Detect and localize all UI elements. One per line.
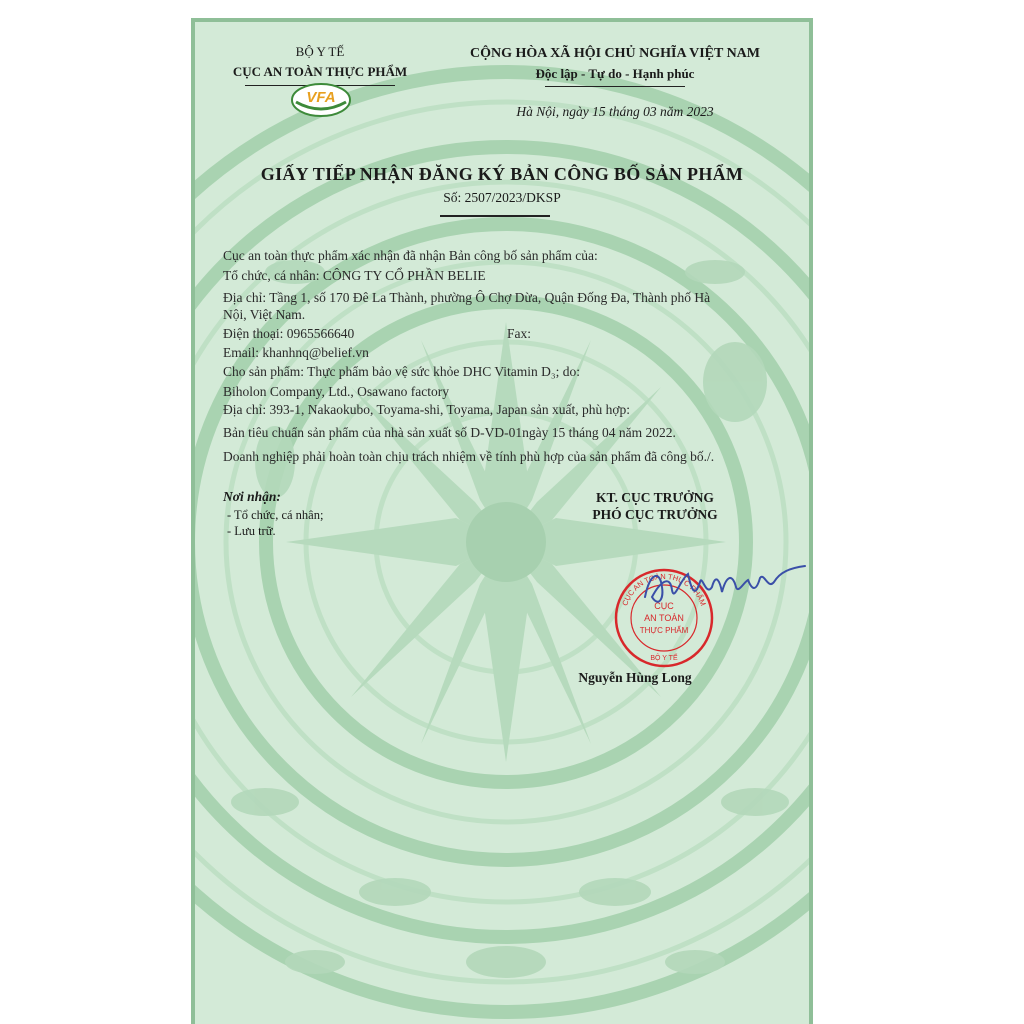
intro-line: Cục an toàn thực phẩm xác nhận đã nhận Bản công bố sản phẩm của: (223, 248, 598, 263)
product-line: Cho sản phẩm: Thực phẩm bảo vệ sức khỏe DHC Vitamin D₃; do: (223, 364, 580, 379)
document-number: Số: 2507/2023/DKSP (443, 190, 561, 205)
signatory-name: Nguyễn Hùng Long (578, 670, 692, 685)
number-underline (440, 215, 550, 217)
recipient-item: - Lưu trữ. (227, 524, 276, 538)
responsibility-line: Doanh nghiệp phải hoàn toàn chịu trách nhiệm về tính phù hợp của sản phẩm đã công bố./. (223, 449, 715, 464)
place-date: Hà Nội, ngày 15 tháng 03 năm 2023 (516, 104, 714, 119)
recipients-label: Nơi nhận: (223, 489, 281, 504)
document-title: GIẤY TIẾP NHẬN ĐĂNG KÝ BẢN CÔNG BỐ SẢN PHẨM (260, 164, 744, 184)
stamp-center-line-2: AN TOÀN (644, 613, 684, 623)
signatory-title-2: PHÓ CỤC TRƯỞNG (592, 507, 718, 522)
handwritten-signature (640, 552, 810, 612)
standard-line: Bản tiêu chuẩn sản phẩm của nhà sản xuất số D-VD-01ngày 15 tháng 04 năm 2022. (223, 425, 676, 440)
manufacturer-address-line: Địa chỉ: 393-1, Nakaokubo, Toyama-shi, Toyama, Japan sản xuất, phù hợp: (223, 402, 631, 417)
signatory-title-1: KT. CỤC TRƯỞNG (596, 490, 714, 505)
email-line: Email: khanhnq@belief.vn (223, 345, 369, 360)
motto-underline (545, 86, 685, 87)
department-name: CỤC AN TOÀN THỰC PHẨM (232, 64, 408, 79)
national-motto: Độc lập - Tự do - Hạnh phúc (535, 66, 695, 81)
stamp-bottom-text: BỘ Y TẾ (650, 655, 678, 662)
stamp-ring-text: CỤC AN TOÀN THỰC PHẨM (620, 571, 708, 608)
recipient-item: - Tổ chức, cá nhân; (227, 508, 324, 522)
document-page (191, 18, 813, 1024)
address-line-1: Địa chỉ: Tầng 1, số 170 Đê La Thành, phường Ô Chợ Dừa, Quận Đống Đa, Thành phố Hà (223, 290, 711, 305)
phone-line: Điện thoại: 0965566640 (223, 326, 355, 341)
organization-line: Tổ chức, cá nhân: CÔNG TY CỔ PHẦN BELIE (223, 268, 486, 283)
stamp-center-line-3: THỰC PHẨM (639, 626, 689, 635)
stamp-center-line-1: CỤC (654, 601, 674, 611)
address-line-2: Nội, Việt Nam. (223, 307, 306, 322)
vfa-logo (290, 82, 352, 118)
nation-name: CỘNG HÒA XÃ HỘI CHỦ NGHĨA VIỆT NAM (469, 46, 760, 61)
vfa-logo-text: VFA (306, 89, 336, 106)
manufacturer-line: Biholon Company, Ltd., Osawano factory (223, 384, 449, 399)
ministry-name: BỘ Y TẾ (295, 44, 345, 59)
fax-line: Fax: (507, 326, 532, 341)
